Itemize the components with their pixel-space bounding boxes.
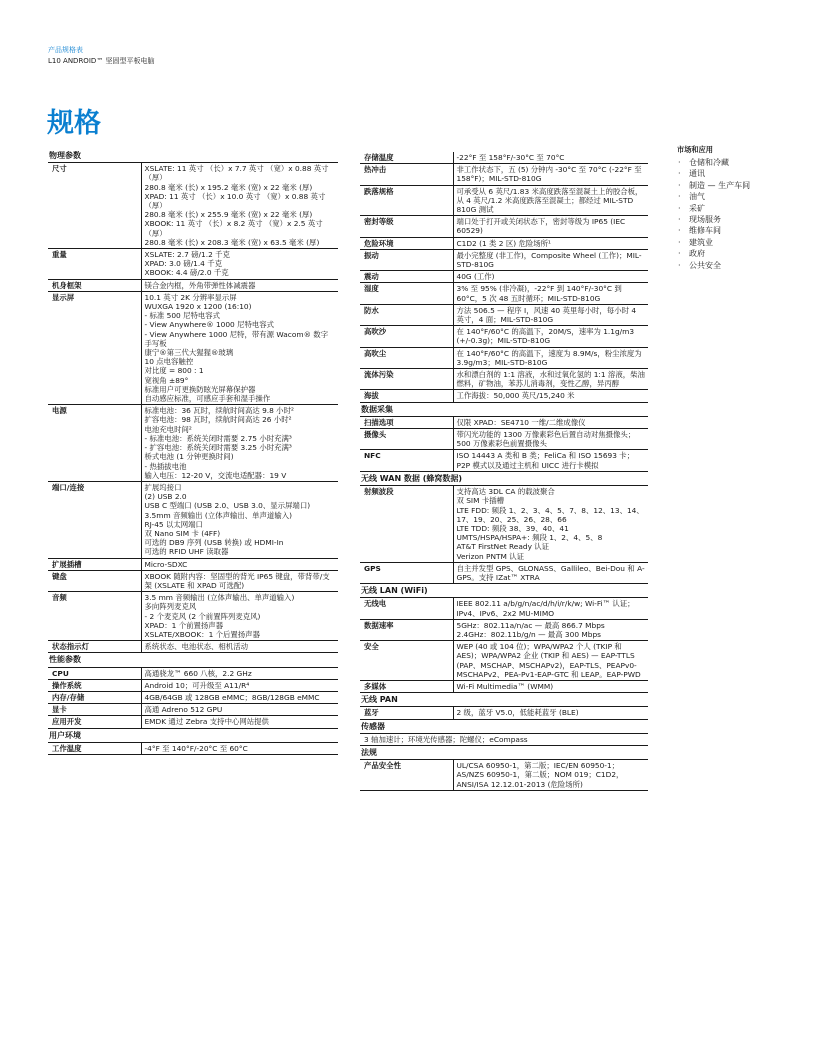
spec-value <box>141 742 338 754</box>
spec-value <box>141 291 338 404</box>
spec-value-line: XPAD: 11 英寸 （长）x 10.0 英寸 （宽）x 0.88 英寸 （厚） <box>144 191 326 211</box>
spec-value-line: 双 SIM 卡插槽 <box>456 496 505 506</box>
section-header <box>360 584 648 598</box>
spec-value-line: - 标准电池：系统关闭时需要 2.75 小时充满³ <box>144 433 292 443</box>
spec-value-line: (2) USB 2.0 <box>144 492 187 502</box>
spec-row <box>360 733 648 745</box>
spec-value <box>453 152 648 164</box>
spec-label: 扫描选项 <box>360 416 453 428</box>
market-item: · 制造 — 生产车间 <box>677 180 797 191</box>
spec-value <box>141 405 338 482</box>
market-item: · 通讯 <box>677 168 797 179</box>
spec-row <box>48 679 338 691</box>
spec-row <box>48 291 338 404</box>
spec-value-line: EMDK 通过 Zebra 支持中心网站提供 <box>144 717 269 727</box>
spec-value-line: 5GHz：802.11a/n/ac — 最高 866.7 Mbps <box>456 620 605 630</box>
spec-row <box>360 641 648 681</box>
spec-row <box>48 641 338 653</box>
spec-row <box>48 742 338 754</box>
spec-value-line: 高通 Adreno 512 GPU <box>144 705 223 715</box>
spec-value-line: 标准电池：36 瓦时，续航时间高达 9.8 小时² <box>144 406 294 416</box>
spec-row <box>360 486 648 563</box>
spec-value <box>141 279 338 291</box>
spec-row <box>360 598 648 619</box>
spec-value-line: WUXGA 1920 x 1200 (16:10) <box>144 302 252 312</box>
spec-row <box>360 249 648 270</box>
spec-row <box>48 163 338 249</box>
spec-value-line: Micro-SDXC <box>144 559 188 569</box>
spec-row <box>360 237 648 249</box>
spec-value-line: 扩展坞接口 <box>144 482 182 492</box>
spec-value-line: LTE FDD: 频段 1、2、3、4、5、7、8、12、13、14、17、19、20、25、26、28、66 <box>456 505 644 524</box>
market-item: · 公共安全 <box>677 260 797 271</box>
spec-value <box>141 481 338 558</box>
spec-value-line: AT&T FirstNet Ready 认证 <box>456 542 550 552</box>
spec-value-line: 2 级，蓝牙 V5.0，低能耗蓝牙 (BLE) <box>456 708 579 718</box>
spec-label: 应用开发 <box>48 716 141 728</box>
spec-value-line: Verizon PNTM 认证 <box>456 551 525 561</box>
market-item: · 采矿 <box>677 203 797 214</box>
spec-value-line: 可承受从 6 英尺/1.83 米高度跌落至混凝土上的胶合板，从 4 英尺/1.2 米高度跌落至混凝土；都经过 MIL-STD 810G 测试 <box>456 186 643 215</box>
spec-label: 振动 <box>360 249 453 270</box>
spec-value-line: XBOOK: 11 英寸 （长）x 8.2 英寸 （宽）x 2.5 英寸 （厚） <box>144 219 323 238</box>
spec-value-line: 仅限 XPAD：SE4710 一维/二维成像仪 <box>456 417 586 427</box>
spec-row <box>360 304 648 325</box>
spec-label: 数据速率 <box>360 619 453 640</box>
spec-value-line: XPAD：1 个前置扬声器 <box>144 620 224 630</box>
spec-label: 端口/连接 <box>48 481 141 558</box>
spec-value <box>141 716 338 728</box>
spec-table-left <box>48 149 338 755</box>
spec-value-line: 标准用户可更换防眩光屏幕保护器 <box>144 384 256 394</box>
section-title: 传感器 <box>360 719 648 733</box>
spec-value-line: ISO 14443 A 类和 B 类；FeliCa 和 ISO 15693 卡；P2P 模式以及通过主机和 UICC 进行卡模拟 <box>456 451 635 470</box>
spec-row <box>360 369 648 390</box>
spec-row <box>360 185 648 216</box>
spec-value-line: 在 140°F/60°C 的高温下，速度为 8.9M/s，粉尘浓度为 3.9g/m3；MIL-STD-810G <box>456 348 642 367</box>
spec-value <box>453 760 648 791</box>
spec-value-line: -4°F 至 140°F/-20°C 至 60°C <box>144 743 248 753</box>
spec-value-line: 10.1 英寸 2K 分辨率显示屏 <box>144 292 237 302</box>
spec-label: 高吹尘 <box>360 347 453 368</box>
section-title: 用户环境 <box>48 728 338 742</box>
spec-value <box>141 592 338 641</box>
spec-label: GPS <box>360 562 453 583</box>
spec-value <box>453 164 648 185</box>
spec-label: 射频波段 <box>360 486 453 563</box>
spec-value <box>453 680 648 692</box>
spec-row <box>360 271 648 283</box>
spec-value <box>453 429 648 450</box>
section-title: 无线 WAN 数据 (蜂窝数据) <box>360 471 648 485</box>
spec-value-line: 可选的 RFID UHF 读取器 <box>144 547 229 557</box>
spec-value-line: RJ-45 以太网端口 <box>144 519 203 529</box>
spec-row <box>360 283 648 304</box>
spec-value-line: 双 Nano SIM 卡 (4FF) <box>144 528 221 538</box>
spec-value-line: 3% 至 95% (非冷凝)，-22°F 到 140°F/-30°C 到 60°C，5 次 48 五时循环；MIL-STD-810G <box>456 284 622 303</box>
spec-value-line: - 2 个麦克风 (2 个前置阵列麦克风) <box>144 611 261 621</box>
spec-value-line: 2.4GHz：802.11b/g/n — 最高 300 Mbps <box>456 629 602 639</box>
spec-value <box>141 641 338 653</box>
spec-value-line: 工作海拔：50,000 英尺/15,240 米 <box>456 391 575 401</box>
spec-row <box>360 760 648 791</box>
spec-value <box>141 558 338 570</box>
spec-row <box>360 326 648 347</box>
spec-value <box>453 619 648 640</box>
spec-value-line: XBOOK 随附内容：坚固型的背光 IP65 键盘，带背带/支架 (XSLATE 和 XPAD 可选配) <box>144 571 330 590</box>
spec-value-line: 桥式电池 (1 分钟更换时间) <box>144 452 234 462</box>
spec-value: 3 轴加速计；环境光传感器；陀螺仪；eCompass <box>360 733 648 745</box>
section-title: 无线 PAN <box>360 693 648 707</box>
spec-row <box>48 592 338 641</box>
spec-value <box>453 450 648 471</box>
spec-value <box>453 598 648 619</box>
spec-value <box>141 679 338 691</box>
spec-row <box>360 347 648 368</box>
spec-row <box>48 481 338 558</box>
section-header <box>48 728 338 742</box>
spec-value-line: 40G (工作) <box>456 272 495 282</box>
spec-label: 尺寸 <box>48 163 141 249</box>
spec-label: 产品安全性 <box>360 760 453 791</box>
spec-value-line: 端口处于打开或关闭状态下，密封等级为 IP65 (IEC 60529) <box>456 217 626 236</box>
spec-value-line: 在 140°F/60°C 的高温下，20M/S，速率为 1.1g/m3 (+/-0.3g)；MIL-STD-810G <box>456 327 635 346</box>
spec-value <box>453 326 648 347</box>
spec-value <box>453 185 648 216</box>
spec-value <box>141 249 338 280</box>
spec-value-line: 3.5 mm 音频输出 (立体声输出、单声道输入) <box>144 593 295 603</box>
spec-value-line: XBOOK: 4.4 磅/2.0 千克 <box>144 268 229 278</box>
spec-row <box>360 450 648 471</box>
spec-value-line: UMTS/HSPA/HSPA+: 频段 1、2、4、5、8 <box>456 533 603 543</box>
spec-value-line: - View Anywhere® 1000 尼特电容式 <box>144 320 275 330</box>
spec-value <box>453 369 648 390</box>
section-header <box>360 745 648 759</box>
spec-value-line: 扩容电池：98 瓦时，续航时间高达 26 小时² <box>144 415 292 425</box>
section-header <box>48 149 338 163</box>
spec-row <box>360 390 648 402</box>
spec-value-line: 系统状态、电池状态、相机活动 <box>144 642 248 652</box>
section-header <box>360 693 648 707</box>
market-item: · 政府 <box>677 248 797 259</box>
spec-row <box>360 707 648 719</box>
spec-value <box>453 237 648 249</box>
spec-value-line: IEEE 802.11 a/b/g/n/ac/d/h/i/r/k/w; Wi-Fi™ 认证；IPv4、IPv6、2x2 MU-MIMO <box>456 599 635 618</box>
spec-value-line: 280.8 毫米 (长) x 195.2 毫米 (宽) x 22 毫米 (厚) <box>144 182 313 192</box>
section-title: 数据采集 <box>360 402 648 416</box>
spec-value <box>453 249 648 270</box>
spec-value-line: XPAD: 3.0 磅/1.4 千克 <box>144 259 223 269</box>
spec-label: 震动 <box>360 271 453 283</box>
spec-label: 工作温度 <box>48 742 141 754</box>
spec-row <box>48 716 338 728</box>
spec-value-line: - 标准 500 尼特电容式 <box>144 311 221 321</box>
spec-value-line: 3.5mm 音频输出 (立体声输出、单声道输入) <box>144 510 292 520</box>
spec-value-line: 最小完整度 (非工作)，Composite Wheel (工作)；MIL-STD-810G <box>456 250 642 270</box>
spec-row <box>360 216 648 237</box>
spec-label: 存储温度 <box>360 152 453 164</box>
section-header <box>48 653 338 667</box>
spec-label: 机身框架 <box>48 279 141 291</box>
spec-label: 电源 <box>48 405 141 482</box>
market-item: · 仓储和冷藏 <box>677 157 797 168</box>
spec-value-line: 康宁®第三代大猩猩®玻璃 <box>144 348 234 358</box>
spec-value <box>141 704 338 716</box>
spec-value-line: 高通骁龙™ 660 八核，2.2 GHz <box>144 668 252 678</box>
spec-value <box>141 691 338 703</box>
spec-label: 显卡 <box>48 704 141 716</box>
market-item: · 维修车间 <box>677 225 797 236</box>
section-header <box>360 719 648 733</box>
spec-value-line: 水和漂白剂的 1:1 溶液，水和过氧化氢的 1:1 溶液，柴油燃料，矿物油，苯苏儿消毒剂，变性乙醇，异丙醇 <box>456 370 645 389</box>
spec-row <box>48 667 338 679</box>
spec-value-line: 可选的 DB9 序列 (USB 转换) 或 HDMI-In <box>144 538 284 548</box>
spec-value-line: - 热插拔电池 <box>144 461 187 471</box>
spec-value <box>453 390 648 402</box>
spec-label: 海拔 <box>360 390 453 402</box>
spec-row <box>360 429 648 450</box>
spec-value-line: 自动感应标准，可感应手套和湿手操作 <box>144 394 271 404</box>
spec-row <box>48 558 338 570</box>
spec-value-line: C1D2 (1 类 2 区) 危险场所¹ <box>456 238 551 248</box>
spec-value-line: 带闪光功能的 1300 万像素彩色后置自动对焦摄像头；500 万像素彩色前置摄像头 <box>456 430 636 449</box>
spec-value-line: 宽视角 ±89° <box>144 375 189 385</box>
spec-value-line: 280.8 毫米 (长) x 255.9 毫米 (宽) x 22 毫米 (厚) <box>144 210 313 220</box>
spec-value <box>453 347 648 368</box>
spec-label: 危险环境 <box>360 237 453 249</box>
spec-value <box>453 562 648 583</box>
spec-label: 音频 <box>48 592 141 641</box>
market-item: · 现场服务 <box>677 214 797 225</box>
market-item: · 油气 <box>677 191 797 202</box>
markets-list <box>677 157 797 271</box>
spec-value-line: XSLATE/XBOOK：1 个后置扬声器 <box>144 629 260 639</box>
spec-value-line: 10 点电容触控 <box>144 357 194 367</box>
spec-value <box>453 216 648 237</box>
spec-value <box>453 707 648 719</box>
spec-label: 多媒体 <box>360 680 453 692</box>
spec-row <box>360 619 648 640</box>
spec-label: 重量 <box>48 249 141 280</box>
spec-value-line: 支持高达 3DL CA 的载波聚合 <box>456 487 555 497</box>
spec-row <box>48 570 338 591</box>
spec-row <box>48 405 338 482</box>
spec-label: 显示屏 <box>48 291 141 404</box>
spec-value-line: USB C 型端口 (USB 2.0、USB 3.0、显示屏端口) <box>144 501 311 511</box>
spec-value <box>453 416 648 428</box>
header-product-title: L10 ANDROID™ 坚固型平板电脑 <box>48 57 155 65</box>
spec-label: 无线电 <box>360 598 453 619</box>
spec-value-line: 280.8 毫米 (长) x 208.3 毫米 (宽) x 63.5 毫米 (厚) <box>144 237 320 247</box>
spec-table-right <box>360 152 648 791</box>
spec-label: 摄像头 <box>360 429 453 450</box>
page-title: 规格 <box>47 108 101 139</box>
spec-value-line: XSLATE: 2.7 磅/1.2 千克 <box>144 250 230 260</box>
spec-value-line: 对比度 = 800 : 1 <box>144 366 204 376</box>
spec-label: 蓝牙 <box>360 707 453 719</box>
header-kicker: 产品规格表 <box>48 46 83 54</box>
spec-label: 高吹沙 <box>360 326 453 347</box>
spec-value <box>453 641 648 681</box>
spec-row <box>360 152 648 164</box>
spec-value-line: 电池充电时间² <box>144 424 192 434</box>
spec-label: 防水 <box>360 304 453 325</box>
spec-value-line: -22°F 至 158°F/-30°C 至 70°C <box>456 153 565 162</box>
spec-row <box>48 279 338 291</box>
spec-value-line: Wi-Fi Multimedia™ (WMM) <box>456 681 554 691</box>
spec-value-line: 镁合金内框，外角带弹性体减震器 <box>144 280 256 290</box>
spec-value-line: 多向阵列麦克风 <box>144 602 197 612</box>
spec-label: 状态指示灯 <box>48 641 141 653</box>
spec-value <box>453 304 648 325</box>
spec-label: 热冲击 <box>360 164 453 185</box>
spec-value-line: 自主并发型 GPS、GLONASS、Gallileo、Bei-Dou 和 A-GPS。支持 IZat™ XTRA <box>456 563 645 582</box>
market-item: · 建筑业 <box>677 237 797 248</box>
spec-value-line: 输入电压：12-20 V，交流电适配器：19 V <box>144 470 287 480</box>
spec-value <box>453 283 648 304</box>
section-title: 性能参数 <box>48 653 338 667</box>
markets-panel <box>677 145 797 271</box>
spec-label: 操作系统 <box>48 679 141 691</box>
spec-value-line: XSLATE: 11 英寸 （长）x 7.7 英寸 （宽）x 0.88 英寸 （厚） <box>144 164 329 183</box>
spec-label: CPU <box>48 667 141 679</box>
spec-row <box>360 562 648 583</box>
spec-row <box>48 249 338 280</box>
spec-value-line: - 扩容电池：系统关闭时需要 3.25 小时充满³ <box>144 443 292 453</box>
spec-value <box>453 271 648 283</box>
spec-value <box>141 667 338 679</box>
spec-value-line: WEP (40 或 104 位)；WPA/WPA2 个人 (TKIP 和 AES)；WPA/WPA2 企业 (TKIP 和 AES) — EAP-TTLS (PAP、MSCHAP、MSCHAPv2)，EAP-TLS、PEAPv0-MSCHAPv2、PEA-Pv1-EAP-GTC 和 LEAP。EAP-PWD <box>456 642 641 679</box>
section-title: 法规 <box>360 745 648 759</box>
section-header <box>360 471 648 485</box>
spec-row <box>360 680 648 692</box>
spec-label: 湿度 <box>360 283 453 304</box>
spec-label: 扩展插槽 <box>48 558 141 570</box>
spec-label: 密封等级 <box>360 216 453 237</box>
spec-value-line: - View Anywhere 1000 尼特，带有源 Wacom® 数字手写板 <box>144 329 329 348</box>
spec-row <box>48 704 338 716</box>
spec-value <box>141 163 338 249</box>
spec-value-line: 方法 506.5 — 程序 I，风速 40 英里每小时，每小时 4 英寸，4 面；MIL-STD-810G <box>456 305 637 325</box>
spec-label: 安全 <box>360 641 453 681</box>
spec-value <box>453 486 648 563</box>
spec-row <box>360 416 648 428</box>
spec-value-line: 4GB/64GB 或 128GB eMMC；8GB/128GB eMMC <box>144 692 320 702</box>
spec-label: 键盘 <box>48 570 141 591</box>
spec-value-line: Android 10；可升级至 A11/R⁴ <box>144 680 250 690</box>
spec-value-line: 非工作状态下，五 (5) 分钟内 -30°C 至 70°C (-22°F 至 158°F)；MIL-STD-810G <box>456 165 642 184</box>
spec-label: 跌落规格 <box>360 185 453 216</box>
section-title: 物理参数 <box>48 149 338 163</box>
spec-value-line: UL/CSA 60950-1，第二版；IEC/EN 60950-1；AS/NZS 60950-1，第二版；NOM 019；C1D2，ANSI/ISA 12.12.01-2013 (危险场所) <box>456 761 624 789</box>
markets-heading: 市场和应用 <box>677 145 713 154</box>
spec-value <box>141 570 338 591</box>
spec-value-line: LTE TDD: 频段 38、39、40、41 <box>456 523 569 533</box>
spec-row <box>360 164 648 185</box>
spec-row <box>48 691 338 703</box>
section-title: 无线 LAN (WiFi) <box>360 584 648 598</box>
section-header <box>360 402 648 416</box>
spec-label: NFC <box>360 450 453 471</box>
spec-label: 内存/存储 <box>48 691 141 703</box>
spec-label: 流体污染 <box>360 369 453 390</box>
